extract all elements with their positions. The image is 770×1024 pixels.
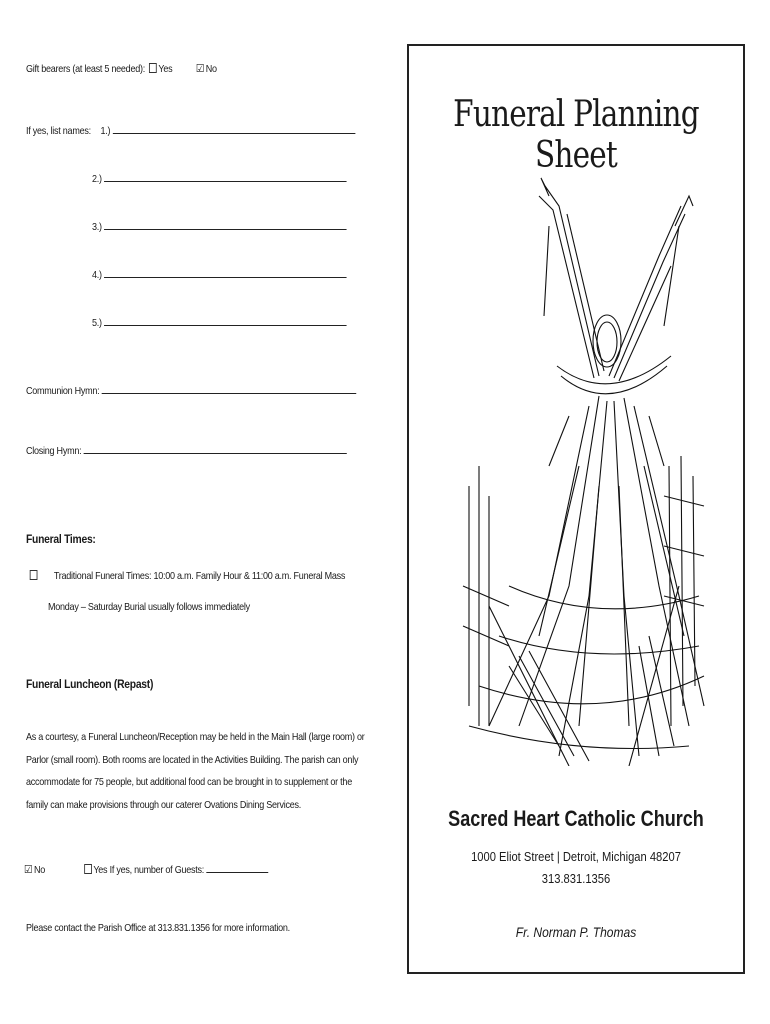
- gift-bearer-name-row: [92, 266, 347, 281]
- luncheon-no-label: No: [33, 864, 45, 876]
- luncheon-paragraph-line: As a courtesy, a Funeral Luncheon/Reception may be held in the Main Hall (large room) or: [26, 731, 365, 743]
- guests-count-input[interactable]: [206, 861, 268, 873]
- checkmark-icon[interactable]: ☑: [24, 864, 33, 876]
- gift-bearers-no-label: No: [205, 63, 217, 75]
- church-address: 1000 Eliot Street | Detroit, Michigan 48207: [471, 849, 681, 864]
- name-input-5[interactable]: [104, 314, 347, 326]
- funeral-times-option: [28, 570, 345, 582]
- church-contact: [432, 846, 719, 890]
- closing-hymn-input[interactable]: [84, 442, 347, 454]
- gift-bearer-name-row: [92, 314, 347, 329]
- funeral-times-days: Monday – Saturday Burial usually follows immediately: [48, 601, 250, 613]
- names-label: If yes, list names:: [26, 125, 91, 137]
- name-input-1[interactable]: [113, 122, 356, 134]
- gift-bearers-label: Gift bearers (at least 5 needed):: [26, 63, 145, 75]
- gift-bearer-name-row: [92, 170, 347, 185]
- closing-hymn-label: Closing Hymn:: [26, 445, 82, 457]
- communion-hymn-input[interactable]: [102, 382, 357, 394]
- funeral-times-option-text: Traditional Funeral Times: 10:00 a.m. Family Hour & 11:00 a.m. Funeral Mass: [53, 570, 346, 582]
- luncheon-paragraph-line: accommodate for 75 people, but additional food can be brought in to supplement or the: [26, 776, 352, 788]
- priest-name: Fr. Norman P. Thomas: [515, 924, 637, 940]
- cover-panel: [407, 44, 745, 974]
- gift-bearers-yes-checkbox[interactable]: [149, 63, 157, 73]
- funeral-times-checkbox[interactable]: [30, 570, 38, 580]
- cover-title: Funeral Planning Sheet: [453, 94, 699, 176]
- luncheon-paragraph-line: Parlor (small room). Both rooms are located in the Activities Building. The parish can only: [26, 753, 359, 766]
- checkmark-icon[interactable]: ☑: [195, 63, 205, 75]
- name-input-4[interactable]: [104, 266, 347, 278]
- gift-bearers-row: [26, 62, 217, 75]
- name-slot-number: 3.): [92, 221, 102, 233]
- guests-label: If yes, number of Guests:: [109, 864, 205, 876]
- name-slot-number: 4.): [92, 269, 102, 281]
- luncheon-yes-label: Yes: [93, 864, 108, 876]
- communion-hymn-row: [26, 382, 356, 397]
- name-slot-number: 5.): [92, 317, 102, 329]
- contact-text: Please contact the Parish Office at 313.831.1356 for more information.: [26, 922, 290, 934]
- luncheon-choice-row: [24, 861, 268, 876]
- name-input-2[interactable]: [104, 170, 347, 182]
- gift-bearers-yes-label: Yes: [158, 63, 173, 75]
- funeral-times-heading: Funeral Times:: [26, 532, 96, 546]
- gift-bearer-name-row: [92, 218, 347, 233]
- luncheon-paragraph-line: family can make provisions through our caterer Ovations Dining Services.: [26, 798, 302, 811]
- luncheon-heading: Funeral Luncheon (Repast): [26, 677, 154, 691]
- church-name: Sacred Heart Catholic Church: [448, 806, 704, 831]
- name-slot-number: 2.): [92, 173, 102, 185]
- name-input-3[interactable]: [104, 218, 347, 230]
- sacred-heart-sketch: [449, 166, 709, 766]
- communion-hymn-label: Communion Hymn:: [26, 385, 100, 397]
- name-slot-number: 1.): [100, 125, 111, 137]
- gift-bearer-name-row: [26, 122, 355, 137]
- luncheon-yes-checkbox[interactable]: [84, 864, 92, 874]
- luncheon-paragraph: [26, 726, 363, 816]
- closing-hymn-row: [26, 442, 347, 457]
- church-phone: 313.831.1356: [541, 871, 611, 886]
